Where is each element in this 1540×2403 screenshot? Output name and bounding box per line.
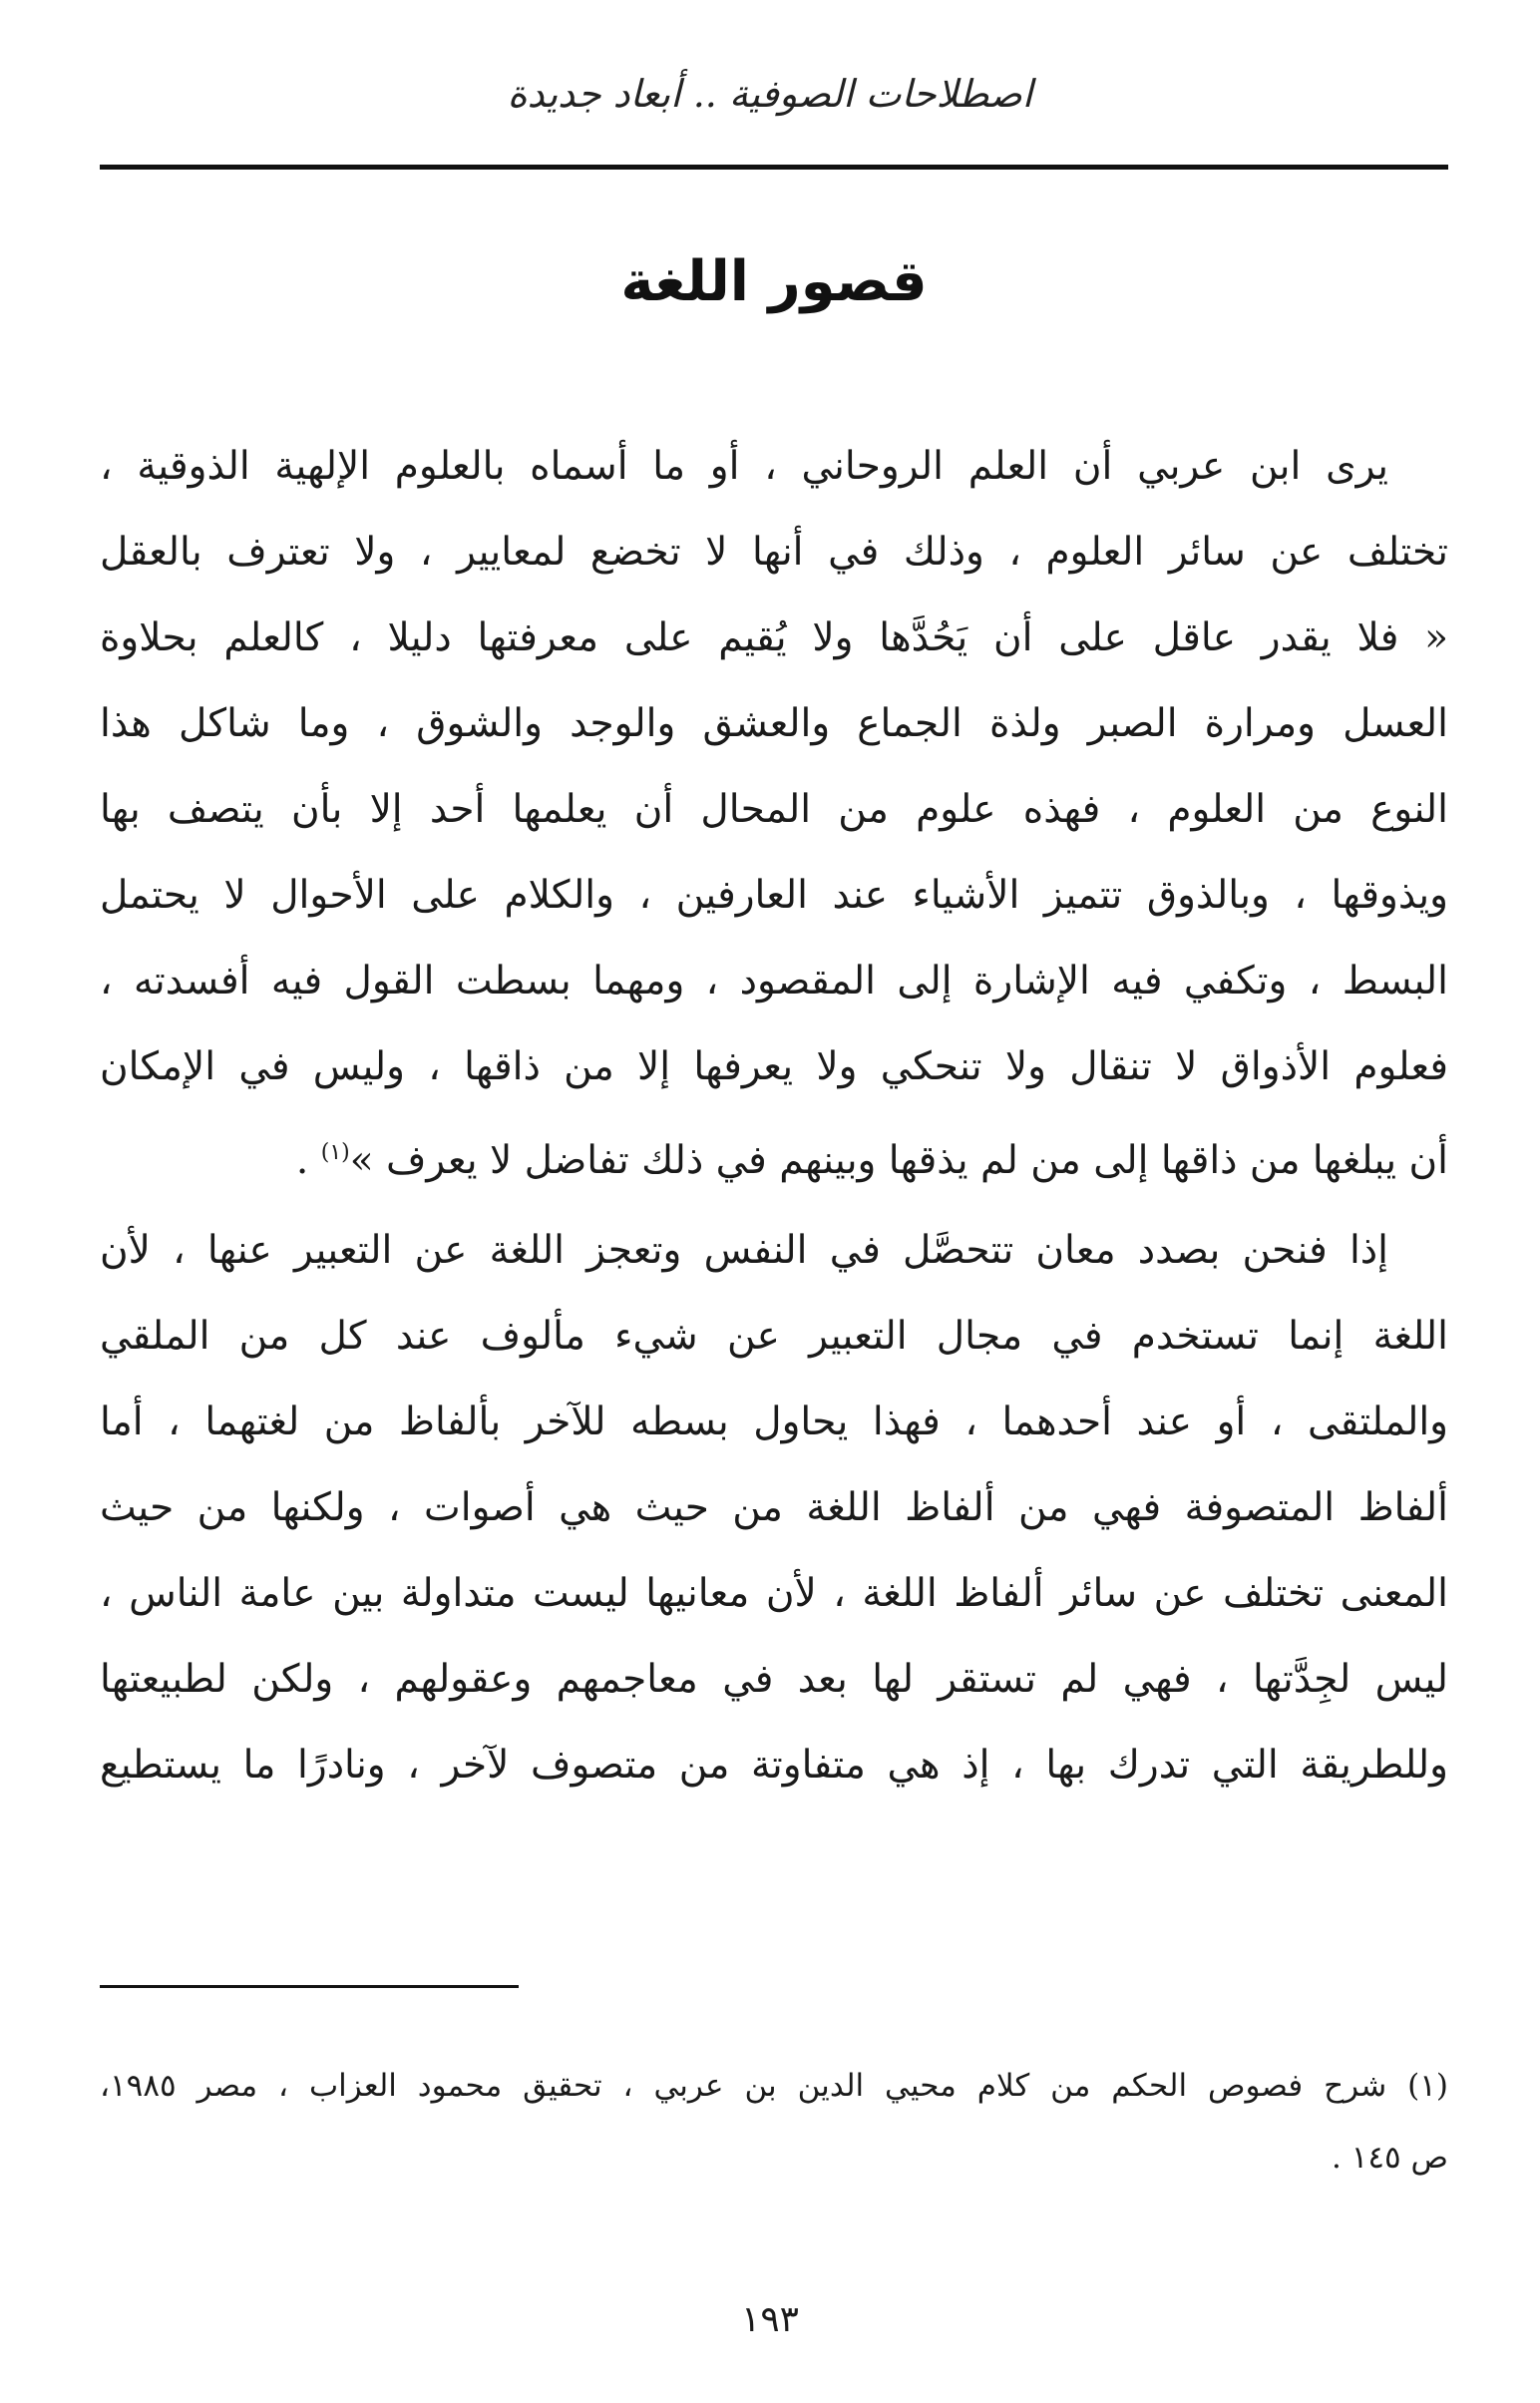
text-line: العسل ومرارة الصبر ولذة الجماع والعشق والوجد والشوق ، وما شاكل هذا bbox=[100, 701, 1448, 746]
footnote-marker: (١) bbox=[320, 1140, 350, 1165]
text-line: وللطريقة التي تدرك بها ، إذ هي متفاوتة من متصوف لآخر ، ونادرًا ما يستطيع bbox=[100, 1743, 1448, 1788]
text-line: ألفاظ المتصوفة فهي من ألفاظ اللغة من حيث هي أصوات ، ولكنها من حيث bbox=[100, 1485, 1448, 1530]
chapter-title: قصور اللغة bbox=[620, 249, 928, 314]
text-line: المعنى تختلف عن سائر ألفاظ اللغة ، لأن معانيها ليست متداولة بين عامة الناس ، bbox=[100, 1571, 1448, 1616]
text-line: ويذوقها ، وبالذوق تتميز الأشياء عند العارفين ، والكلام على الأحوال لا يحتمل bbox=[100, 873, 1448, 918]
text-line: فعلوم الأذواق لا تنقال ولا تنحكي ولا يعرفها إلا من ذاقها ، وليس في الإمكان bbox=[100, 1044, 1448, 1089]
paragraph-1 bbox=[100, 424, 1448, 1196]
footnote-rule bbox=[100, 1985, 519, 1988]
text-line: اللغة إنما تستخدم في مجال التعبير عن شيء مألوف عند كل من الملقي bbox=[100, 1314, 1448, 1359]
running-header: اصطلاحات الصوفية .. أبعاد جديدة bbox=[507, 72, 1033, 116]
footnote bbox=[100, 2050, 1448, 2194]
text-line: تختلف عن سائر العلوم ، وذلك في أنها لا تخضع لمعايير ، ولا تعترف بالعقل bbox=[100, 530, 1448, 575]
text-line-last bbox=[100, 1110, 1448, 1196]
footnote-line: ص ١٤٥ . bbox=[1331, 2140, 1448, 2176]
text-line: والملتقى ، أو عند أحدهما ، فهذا يحاول بسطه للآخر بألفاظ من لغتهما ، أما bbox=[100, 1400, 1448, 1444]
footnote-line: (١) شرح فصوص الحكم من كلام محيي الدين بن عربي ، تحقيق محمود العزاب ، مصر ١٩٨٥، bbox=[100, 2068, 1448, 2104]
closing-punctuation: . bbox=[295, 1138, 321, 1183]
text-line: النوع من العلوم ، فهذه علوم من المحال أن يعلمها أحد إلا بأن يتصف بها bbox=[100, 787, 1448, 832]
text-line: يرى ابن عربي أن العلم الروحاني ، أو ما أسماه بالعلوم الإلهية الذوقية ، bbox=[100, 444, 1388, 489]
page-number: ١٩٣ bbox=[740, 2299, 799, 2340]
text-line: البسط ، وتكفي فيه الإشارة إلى المقصود ، ومهما بسطت القول فيه أفسدته ، bbox=[100, 959, 1448, 1003]
header-rule bbox=[100, 165, 1448, 170]
text-line-content: أن يبلغها من ذاقها إلى من لم يذقها وبينهم في ذلك تفاضل لا يعرف » bbox=[349, 1138, 1448, 1183]
paragraph-2 bbox=[100, 1208, 1448, 1808]
text-line: إذا فنحن بصدد معان تتحصَّل في النفس وتعجز اللغة عن التعبير عنها ، لأن bbox=[100, 1228, 1388, 1273]
text-line: ليس لجِدَّتها ، فهي لم تستقر لها بعد في معاجمهم وعقولهم ، ولكن لطبيعتها bbox=[100, 1657, 1448, 1702]
body-text bbox=[100, 424, 1448, 1820]
text-line: « فلا يقدر عاقل على أن يَحُدَّها ولا يُقيم على معرفتها دليلا ، كالعلم بحلاوة bbox=[100, 615, 1448, 660]
